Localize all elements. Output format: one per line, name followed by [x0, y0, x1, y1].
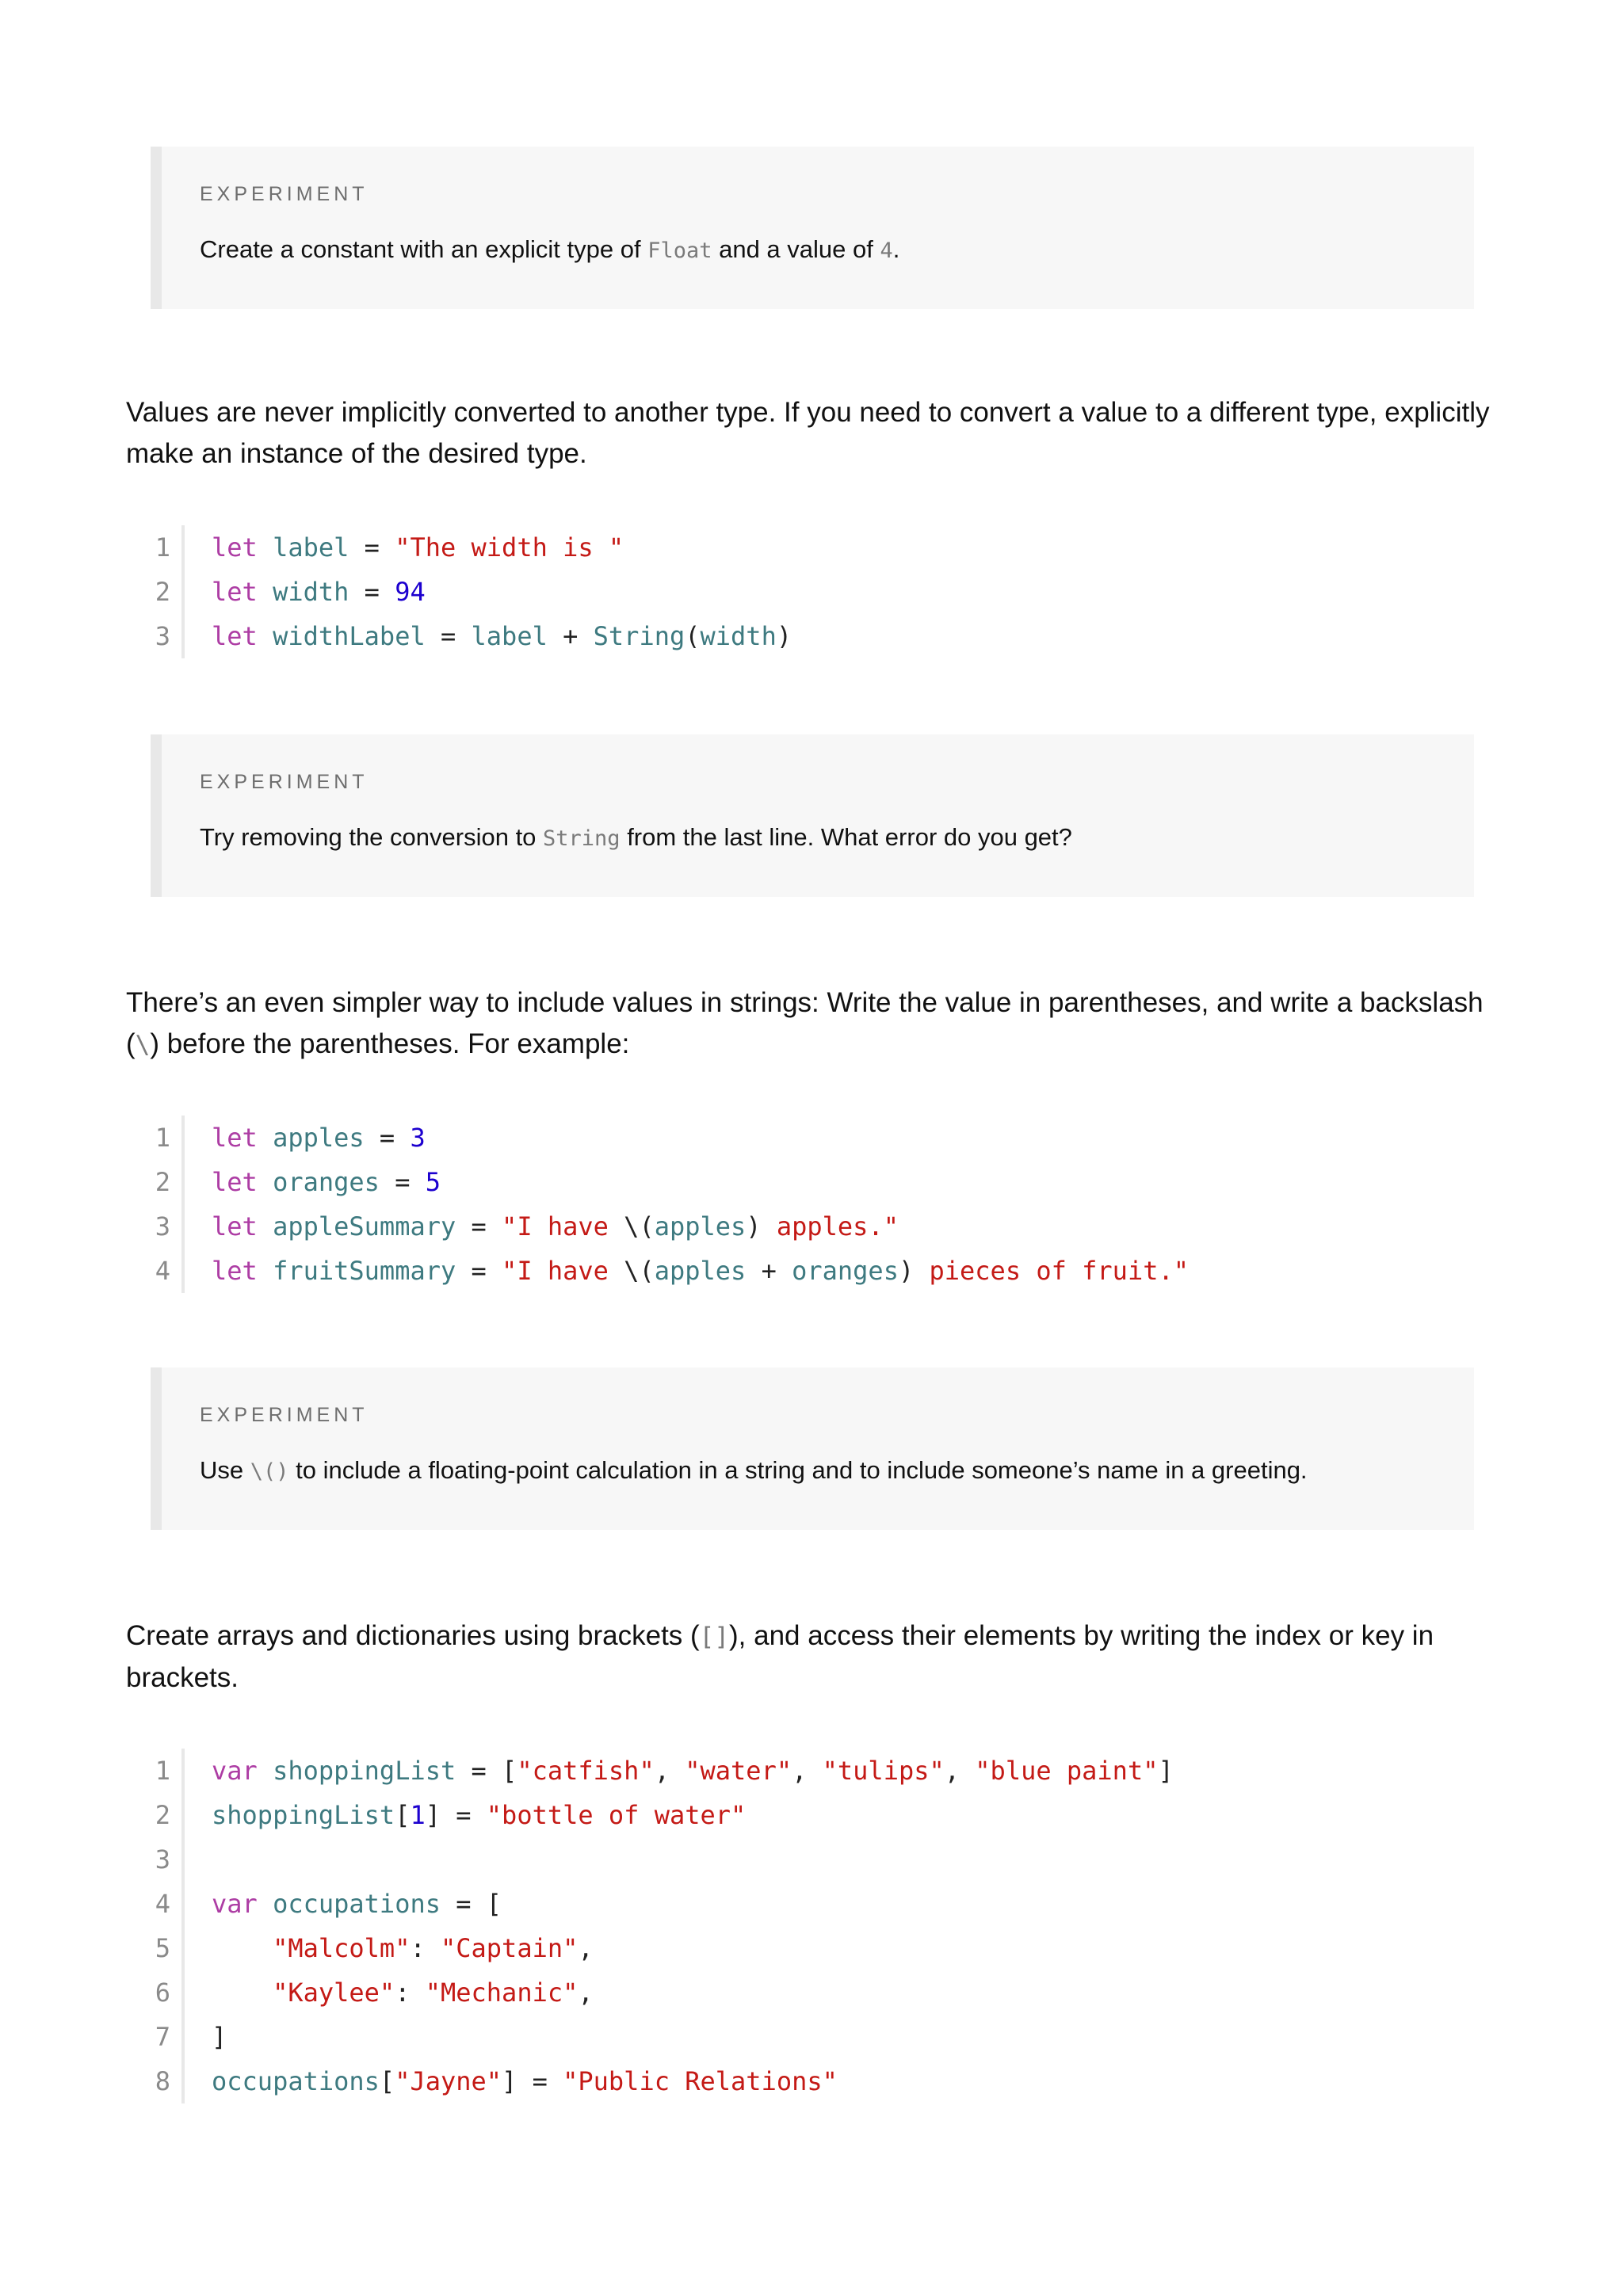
code-line — [212, 1926, 594, 1970]
experiment-text — [200, 235, 899, 264]
code-token: ) — [746, 1211, 762, 1241]
code-token: shoppingList — [212, 1800, 395, 1830]
line-number: 1 — [155, 1123, 170, 1153]
paragraph: Values are never implicitly converted to another type. If you need to convert a value to a different type, explicitly make an instance of the desired type. — [126, 397, 1490, 469]
code-line — [212, 1793, 746, 1837]
text-segment: Use — [200, 1456, 250, 1484]
code-token: , — [578, 1933, 594, 1963]
code-token — [258, 1211, 273, 1241]
code-line — [212, 1204, 899, 1249]
text-segment: Create arrays and dictionaries using brackets ( — [126, 1620, 700, 1651]
code-line — [212, 1249, 1189, 1293]
code-token: ] — [1158, 1756, 1174, 1786]
inline-code: 4 — [880, 238, 893, 263]
line-number-gutter — [126, 1749, 185, 2103]
text-segment: There’s an even simpler way to include values in strings: Write the value in parentheses, and write a backslash ( — [126, 987, 1484, 1059]
line-number: 3 — [155, 621, 170, 651]
code-token: apples." — [761, 1211, 899, 1241]
code-token — [258, 532, 273, 563]
code-token: "water" — [685, 1756, 792, 1786]
code-token: = — [425, 621, 472, 651]
code-token: [ — [395, 1800, 411, 1830]
line-number: 4 — [155, 1256, 170, 1286]
code-line — [212, 1116, 426, 1160]
code-token: let — [212, 1211, 258, 1241]
code-token: ) — [898, 1256, 915, 1286]
code-line — [212, 1160, 441, 1204]
code-token: "Mechanic" — [425, 1978, 579, 2008]
code-token: ] — [212, 2022, 227, 2052]
code-token: "The width is " — [395, 532, 624, 563]
code-token: let — [212, 621, 258, 651]
inline-code: [] — [699, 1623, 729, 1651]
code-token — [258, 577, 273, 607]
line-number: 6 — [155, 1978, 170, 2008]
code-token: width — [700, 621, 777, 651]
line-number: 1 — [155, 532, 170, 563]
code-token: = [ — [456, 1756, 517, 1786]
code-line — [212, 1749, 1174, 1793]
code-token: ) — [776, 621, 792, 651]
experiment-aside-1 — [151, 147, 1474, 309]
code-token: "Malcolm" — [273, 1933, 411, 1963]
code-token: appleSummary — [273, 1211, 456, 1241]
paragraph — [126, 982, 1497, 1066]
code-line — [212, 2059, 838, 2103]
code-token: apples — [273, 1123, 365, 1153]
code-token: let — [212, 532, 258, 563]
experiment-text — [200, 1456, 1308, 1485]
code-token — [212, 1978, 273, 2008]
inline-code: \ — [135, 1031, 151, 1059]
code-token: , — [578, 1978, 594, 2008]
code-token: ] = — [502, 2066, 563, 2096]
experiment-label: EXPERIMENT — [200, 183, 369, 205]
line-number: 4 — [155, 1889, 170, 1919]
code-token: let — [212, 1256, 258, 1286]
experiment-text — [200, 823, 1072, 852]
line-number-gutter — [126, 1116, 185, 1293]
code-token: apples — [654, 1211, 747, 1241]
code-token: pieces of fruit." — [914, 1256, 1189, 1286]
code-token: apples — [654, 1256, 747, 1286]
code-token: let — [212, 1167, 258, 1197]
code-token: "I have — [502, 1211, 624, 1241]
code-token: label — [273, 532, 349, 563]
code-token: ] = — [425, 1800, 487, 1830]
line-number: 2 — [155, 577, 170, 607]
code-token: 1 — [410, 1800, 426, 1830]
code-token: = — [379, 1167, 426, 1197]
code-token: = — [349, 577, 395, 607]
code-token: 5 — [425, 1167, 441, 1197]
code-token: + — [547, 621, 594, 651]
code-token: String — [593, 621, 685, 651]
experiment-label: EXPERIMENT — [200, 1404, 369, 1426]
code-token — [212, 1933, 273, 1963]
text-segment: to include a floating-point calculation in a string and to include someone’s name in a greeting. — [288, 1456, 1308, 1484]
text-segment: Create a constant with an explicit type of — [200, 235, 648, 263]
code-token: = — [364, 1123, 411, 1153]
code-token: "catfish" — [517, 1756, 655, 1786]
line-number: 8 — [155, 2066, 170, 2096]
code-line — [212, 614, 792, 658]
line-number: 5 — [155, 1933, 170, 1963]
code-token: [ — [379, 2066, 395, 2096]
line-number: 7 — [155, 2022, 170, 2052]
code-token: occupations — [273, 1889, 441, 1919]
code-token: occupations — [212, 2066, 380, 2096]
code-token: = — [456, 1211, 502, 1241]
code-token: = — [349, 532, 395, 563]
code-token: , — [792, 1756, 823, 1786]
code-token: , — [944, 1756, 976, 1786]
experiment-aside-3 — [151, 1367, 1474, 1530]
text-segment: Try removing the conversion to — [200, 823, 544, 851]
code-token — [258, 1256, 273, 1286]
code-token: \( — [624, 1211, 655, 1241]
text-segment: ), and access their elements by writing the index or key in brackets. — [126, 1620, 1434, 1693]
inline-code: String — [543, 826, 621, 851]
code-token — [258, 1889, 273, 1919]
line-number: 1 — [155, 1756, 170, 1786]
code-token: let — [212, 577, 258, 607]
code-token — [258, 1123, 273, 1153]
line-number: 3 — [155, 1844, 170, 1875]
code-token: \( — [624, 1256, 655, 1286]
code-token: label — [471, 621, 548, 651]
code-token: , — [654, 1756, 685, 1786]
text-segment: . — [892, 235, 900, 263]
code-token: "Public Relations" — [563, 2066, 838, 2096]
code-line — [212, 525, 624, 570]
code-token: "Captain" — [440, 1933, 579, 1963]
code-token: var — [212, 1756, 258, 1786]
code-token: "tulips" — [822, 1756, 945, 1786]
code-token: 3 — [410, 1123, 426, 1153]
inline-code: Float — [647, 238, 712, 263]
code-token — [258, 1756, 273, 1786]
inline-code: \() — [250, 1459, 289, 1484]
code-token: var — [212, 1889, 258, 1919]
code-token: "I have — [502, 1256, 624, 1286]
line-number-gutter — [126, 525, 185, 658]
code-token: width — [273, 577, 349, 607]
experiment-label: EXPERIMENT — [200, 771, 369, 793]
code-token: ( — [685, 621, 701, 651]
code-token: : — [410, 1933, 441, 1963]
code-token — [258, 1167, 273, 1197]
code-line — [212, 570, 426, 614]
code-token: + — [746, 1256, 792, 1286]
line-number: 2 — [155, 1800, 170, 1830]
code-token: 94 — [395, 577, 426, 607]
code-token: : — [395, 1978, 426, 2008]
code-token: "blue paint" — [975, 1756, 1159, 1786]
code-line — [212, 2015, 227, 2059]
code-token: = [ — [440, 1889, 502, 1919]
line-number: 2 — [155, 1167, 170, 1197]
code-token: oranges — [273, 1167, 380, 1197]
code-token: "Kaylee" — [273, 1978, 395, 2008]
code-line — [212, 1882, 502, 1926]
code-token: let — [212, 1123, 258, 1153]
code-token: "Jayne" — [395, 2066, 502, 2096]
paragraph — [126, 1615, 1497, 1699]
line-number: 3 — [155, 1211, 170, 1241]
experiment-aside-2 — [151, 734, 1474, 897]
code-token: = — [456, 1256, 502, 1286]
code-token: fruitSummary — [273, 1256, 456, 1286]
code-token: widthLabel — [273, 621, 426, 651]
code-token: shoppingList — [273, 1756, 456, 1786]
text-segment: ) before the parentheses. For example: — [150, 1028, 630, 1059]
text-segment: from the last line. What error do you get? — [620, 823, 1072, 851]
code-token — [258, 621, 273, 651]
code-line — [212, 1970, 594, 2015]
text-segment: and a value of — [712, 235, 880, 263]
code-token: "bottle of water" — [486, 1800, 747, 1830]
code-token: oranges — [792, 1256, 899, 1286]
